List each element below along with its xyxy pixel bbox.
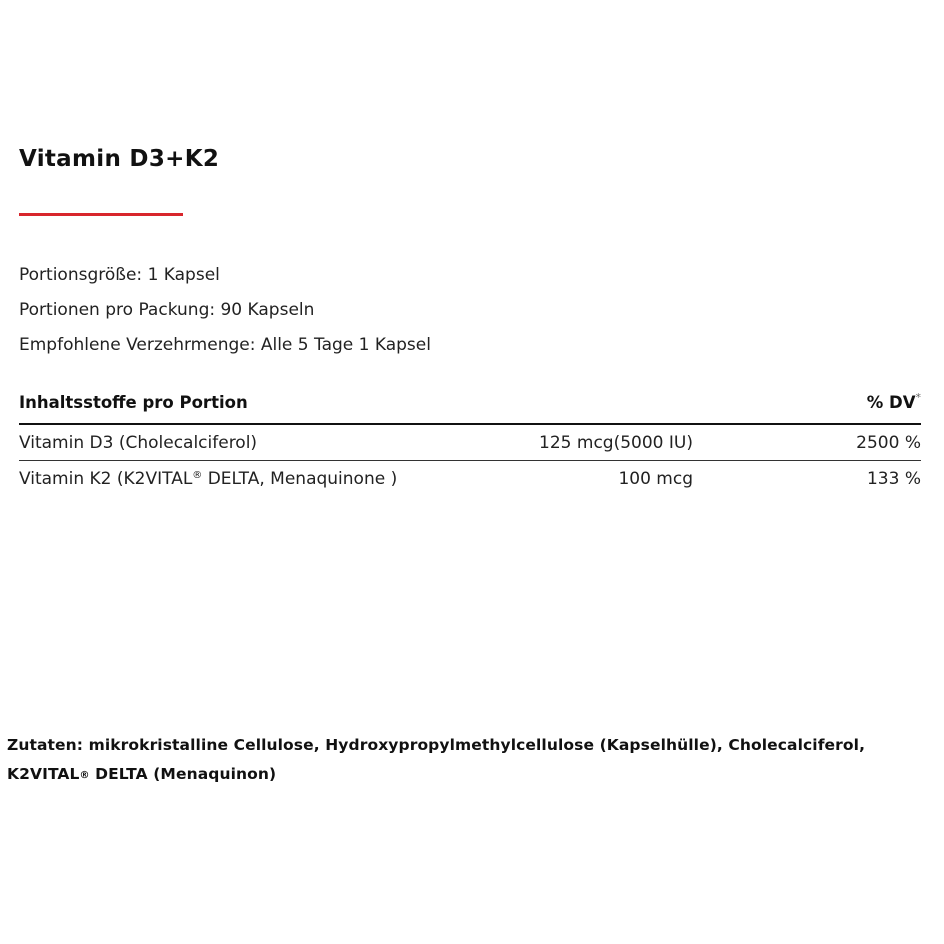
table-row [19, 424, 921, 461]
product-title: Vitamin D3+K2 [19, 146, 220, 172]
ingredients-list [7, 731, 942, 789]
ingredients-text-suffix: DELTA (Menaquinon) [89, 765, 277, 783]
serving-size: Portionsgröße: 1 Kapsel [19, 265, 220, 285]
ingredients-text: Zutaten: mikrokristalline Cellulose, Hydroxypropylmethylcellulose (Kapselhülle), Cholecalciferol, K2VITAL [7, 736, 866, 783]
ingredient-name: Vitamin D3 (Cholecalciferol) [19, 424, 493, 461]
table-header-row [19, 393, 921, 424]
ingredient-name-text: Vitamin K2 (K2VITAL [19, 468, 193, 489]
ingredient-name-text-suffix: DELTA, Menaquinone ) [202, 468, 398, 489]
ingredient-dv: 2500 % [693, 424, 921, 461]
table-row [19, 461, 921, 497]
header-dv-label: % DV [866, 393, 916, 412]
ingredient-amount: 100 mcg [618, 468, 693, 489]
registered-mark: ® [192, 469, 203, 481]
header-ingredient: Inhaltsstoffe pro Portion [19, 393, 493, 424]
serving-info [19, 262, 431, 367]
title-accent-divider [19, 213, 183, 216]
header-dv [693, 393, 921, 424]
registered-mark: ® [79, 770, 90, 781]
ingredient-dv: 133 % [866, 468, 921, 489]
header-amount [493, 393, 693, 424]
ingredient-amount: 125 mcg(5000 IU) [493, 424, 693, 461]
ingredient-name [19, 461, 493, 497]
recommended-intake: Empfohlene Verzehrmenge: Alle 5 Tage 1 Kapsel [19, 335, 431, 355]
nutrition-table [19, 393, 921, 496]
servings-per-pack: Portionen pro Packung: 90 Kapseln [19, 300, 315, 320]
dv-footnote-asterisk: * [915, 391, 921, 404]
